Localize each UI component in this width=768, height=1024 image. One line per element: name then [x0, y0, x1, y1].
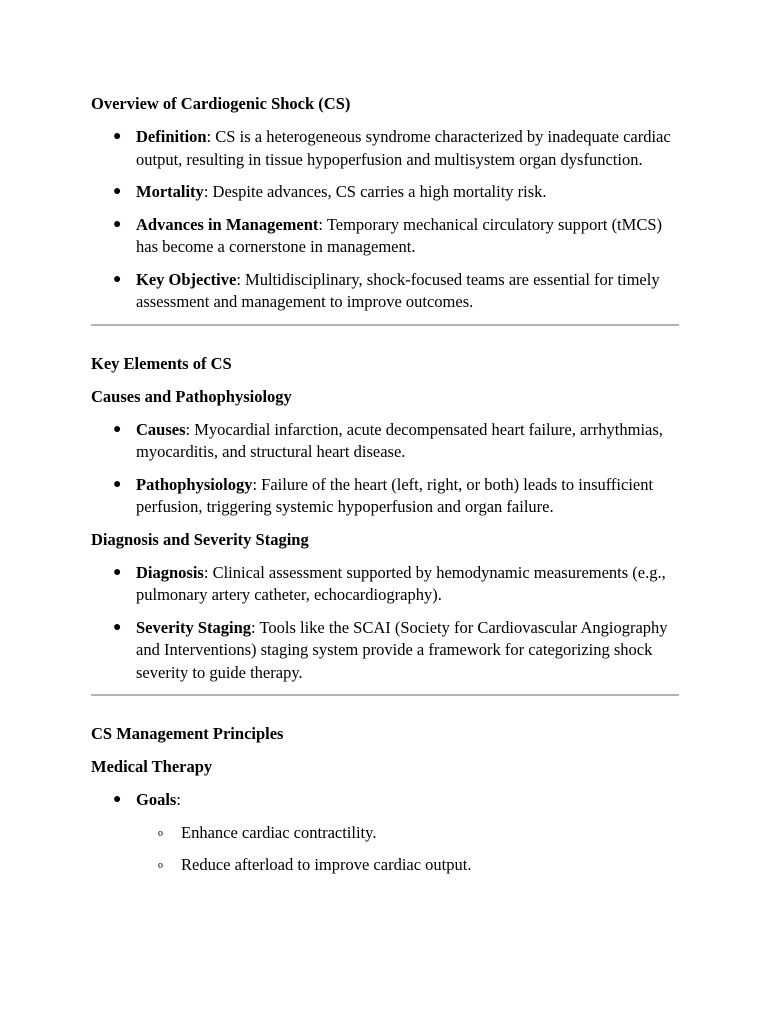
- medical-therapy-list: [91, 789, 679, 812]
- bullet-icon: ●: [113, 476, 122, 492]
- item-term: Causes: [136, 419, 186, 439]
- bullet-icon: ●: [113, 271, 122, 287]
- item-text: : Myocardial infarction, acute decompensated heart failure, arrhythmias, myocarditis, and structural heart disease.: [136, 419, 663, 461]
- bullet-icon: ●: [113, 564, 122, 580]
- sublist-item: [91, 822, 679, 845]
- circle-bullet-icon: o: [158, 860, 163, 871]
- subitem-text: Reduce afterload to improve cardiac output.: [181, 855, 472, 874]
- overview-list: [91, 126, 679, 314]
- subitem-text: Enhance cardiac contractility.: [181, 822, 377, 842]
- item-text: : CS is a heterogeneous syndrome characterized by inadequate cardiac output, resulting in tissue hypoperfusion and multisystem organ dysfunction.: [136, 127, 671, 169]
- item-text: : Multidisciplinary, shock-focused teams are essential for timely assessment and management to improve outcomes.: [136, 269, 660, 311]
- bullet-icon: ●: [113, 792, 122, 807]
- list-item: [91, 789, 679, 812]
- subsection-title-medical-therapy: Medical Therapy: [91, 757, 213, 776]
- bullet-icon: ●: [113, 216, 122, 232]
- list-item: [91, 419, 679, 464]
- diagnosis-list: [91, 562, 679, 685]
- list-item: [91, 126, 679, 171]
- item-term: Advances in Management: [136, 214, 319, 234]
- item-text: : Temporary mechanical circulatory support (tMCS) has become a cornerstone in management.: [136, 214, 662, 256]
- item-term: Goals: [136, 790, 177, 809]
- bullet-icon: ●: [113, 184, 122, 199]
- section-title-key-elements: Key Elements of CS: [91, 353, 232, 373]
- item-text: : Failure of the heart (left, right, or both) leads to insufficient perfusion, triggering systemic hypoperfusion and organ failure.: [136, 474, 654, 516]
- section-title-management: CS Management Principles: [91, 724, 284, 743]
- bullet-icon: ●: [113, 619, 122, 635]
- causes-list: [91, 419, 679, 519]
- item-term: Definition: [136, 127, 207, 146]
- list-item: [91, 214, 679, 259]
- item-term: Pathophysiology: [136, 474, 253, 494]
- section-title-overview: Overview of Cardiogenic Shock (CS): [91, 94, 351, 113]
- item-text: : Despite advances, CS carries a high mortality risk.: [203, 182, 547, 201]
- item-text: : Tools like the SCAI (Society for Cardiovascular Angiography and Interventions) staging system provide a framework for categorizing shock severity to guide therapy.: [136, 617, 668, 682]
- circle-bullet-icon: o: [158, 827, 163, 839]
- list-item: [91, 269, 679, 314]
- subsection-title-diagnosis: Diagnosis and Severity Staging: [91, 529, 309, 549]
- sublist-item: [91, 854, 679, 877]
- item-text: : Clinical assessment supported by hemodynamic measurements (e.g., pulmonary artery catheter, echocardiography).: [136, 562, 666, 604]
- item-term: Key Objective: [136, 269, 237, 289]
- item-term: Diagnosis: [136, 562, 204, 582]
- list-item: [91, 474, 679, 519]
- list-item: [91, 181, 679, 204]
- list-item: [91, 617, 679, 685]
- subsection-title-causes: Causes and Pathophysiology: [91, 386, 292, 406]
- list-item: [91, 562, 679, 607]
- bullet-icon: ●: [113, 421, 122, 437]
- item-term: Severity Staging: [136, 617, 252, 637]
- goals-sublist: [91, 822, 679, 877]
- item-term: Mortality: [136, 182, 204, 201]
- document-page: [91, 92, 679, 877]
- item-text: :: [176, 790, 181, 809]
- bullet-icon: ●: [113, 129, 122, 144]
